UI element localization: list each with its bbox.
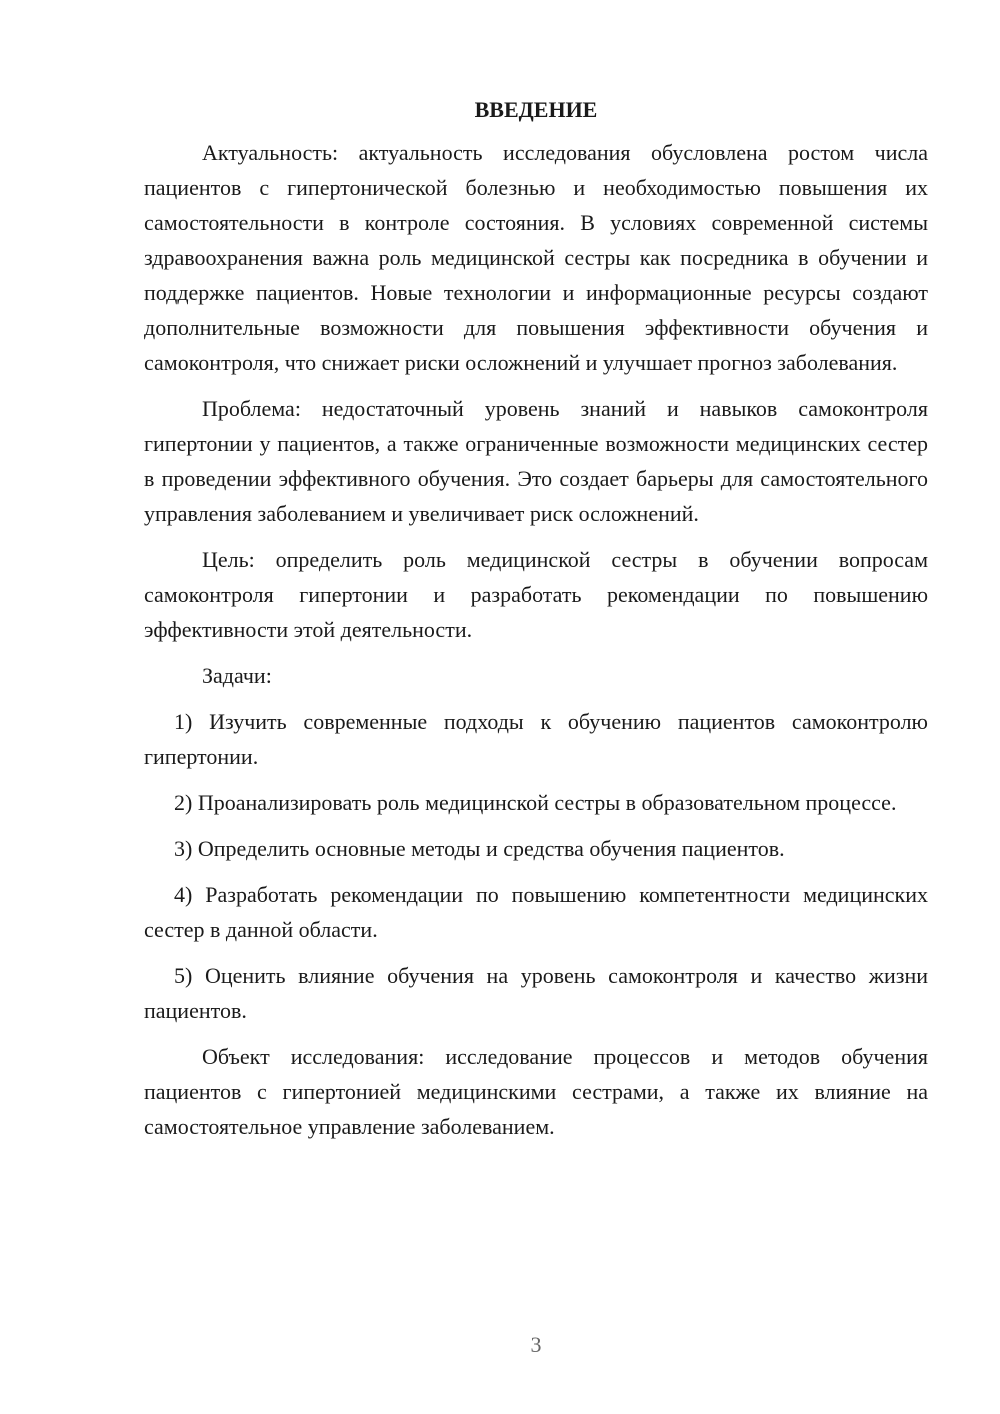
task-item-2: 2) Проанализировать роль медицинской сестры в образовательном процессе.: [174, 790, 897, 815]
paragraph-goal: Цель: определить роль медицинской сестры в обучении вопросам самоконтроля гипертонии и разработать рекомендации по повышению эффективности этой деятельности.: [144, 547, 928, 642]
paragraph-object: Объект исследования: исследование процессов и методов обучения пациентов с гипертонией медицинскими сестрами, а также их влияние на самостоятельное управление заболеванием.: [144, 1044, 928, 1139]
section-title: ВВЕДЕНИЕ: [474, 97, 598, 122]
page-number: 3: [530, 1332, 542, 1357]
task-item-4: 4) Разработать рекомендации по повышению компетентности медицинских сестер в данной области.: [144, 882, 928, 942]
task-item-1: 1) Изучить современные подходы к обучению пациентов самоконтролю гипертонии.: [144, 709, 928, 769]
task-item-3: 3) Определить основные методы и средства обучения пациентов.: [174, 836, 785, 861]
task-list: [144, 704, 928, 1028]
task-item-5: 5) Оценить влияние обучения на уровень самоконтроля и качество жизни пациентов.: [144, 963, 928, 1023]
paragraph-relevance: Актуальность: актуальность исследования обусловлена ростом числа пациентов с гипертонической болезнью и необходимостью повышения их самостоятельности в контроле состояния. В условиях современной системы здравоохранения важна роль медицинской сестры как посредника в обучении и поддержке пациентов. Новые технологии и информационные ресурсы создают дополнительные возможности для повышения эффективности обучения и самоконтроля, что снижает риски осложнений и улучшает прогноз заболевания.: [144, 140, 928, 375]
document-page: [144, 92, 928, 1155]
tasks-heading: Задачи:: [202, 663, 272, 688]
paragraph-problem: Проблема: недостаточный уровень знаний и навыков самоконтроля гипертонии у пациентов, а также ограниченные возможности медицинских сестер в проведении эффективного обучения. Это создает барьеры для самостоятельного управления заболеванием и увеличивает риск осложнений.: [144, 396, 928, 526]
